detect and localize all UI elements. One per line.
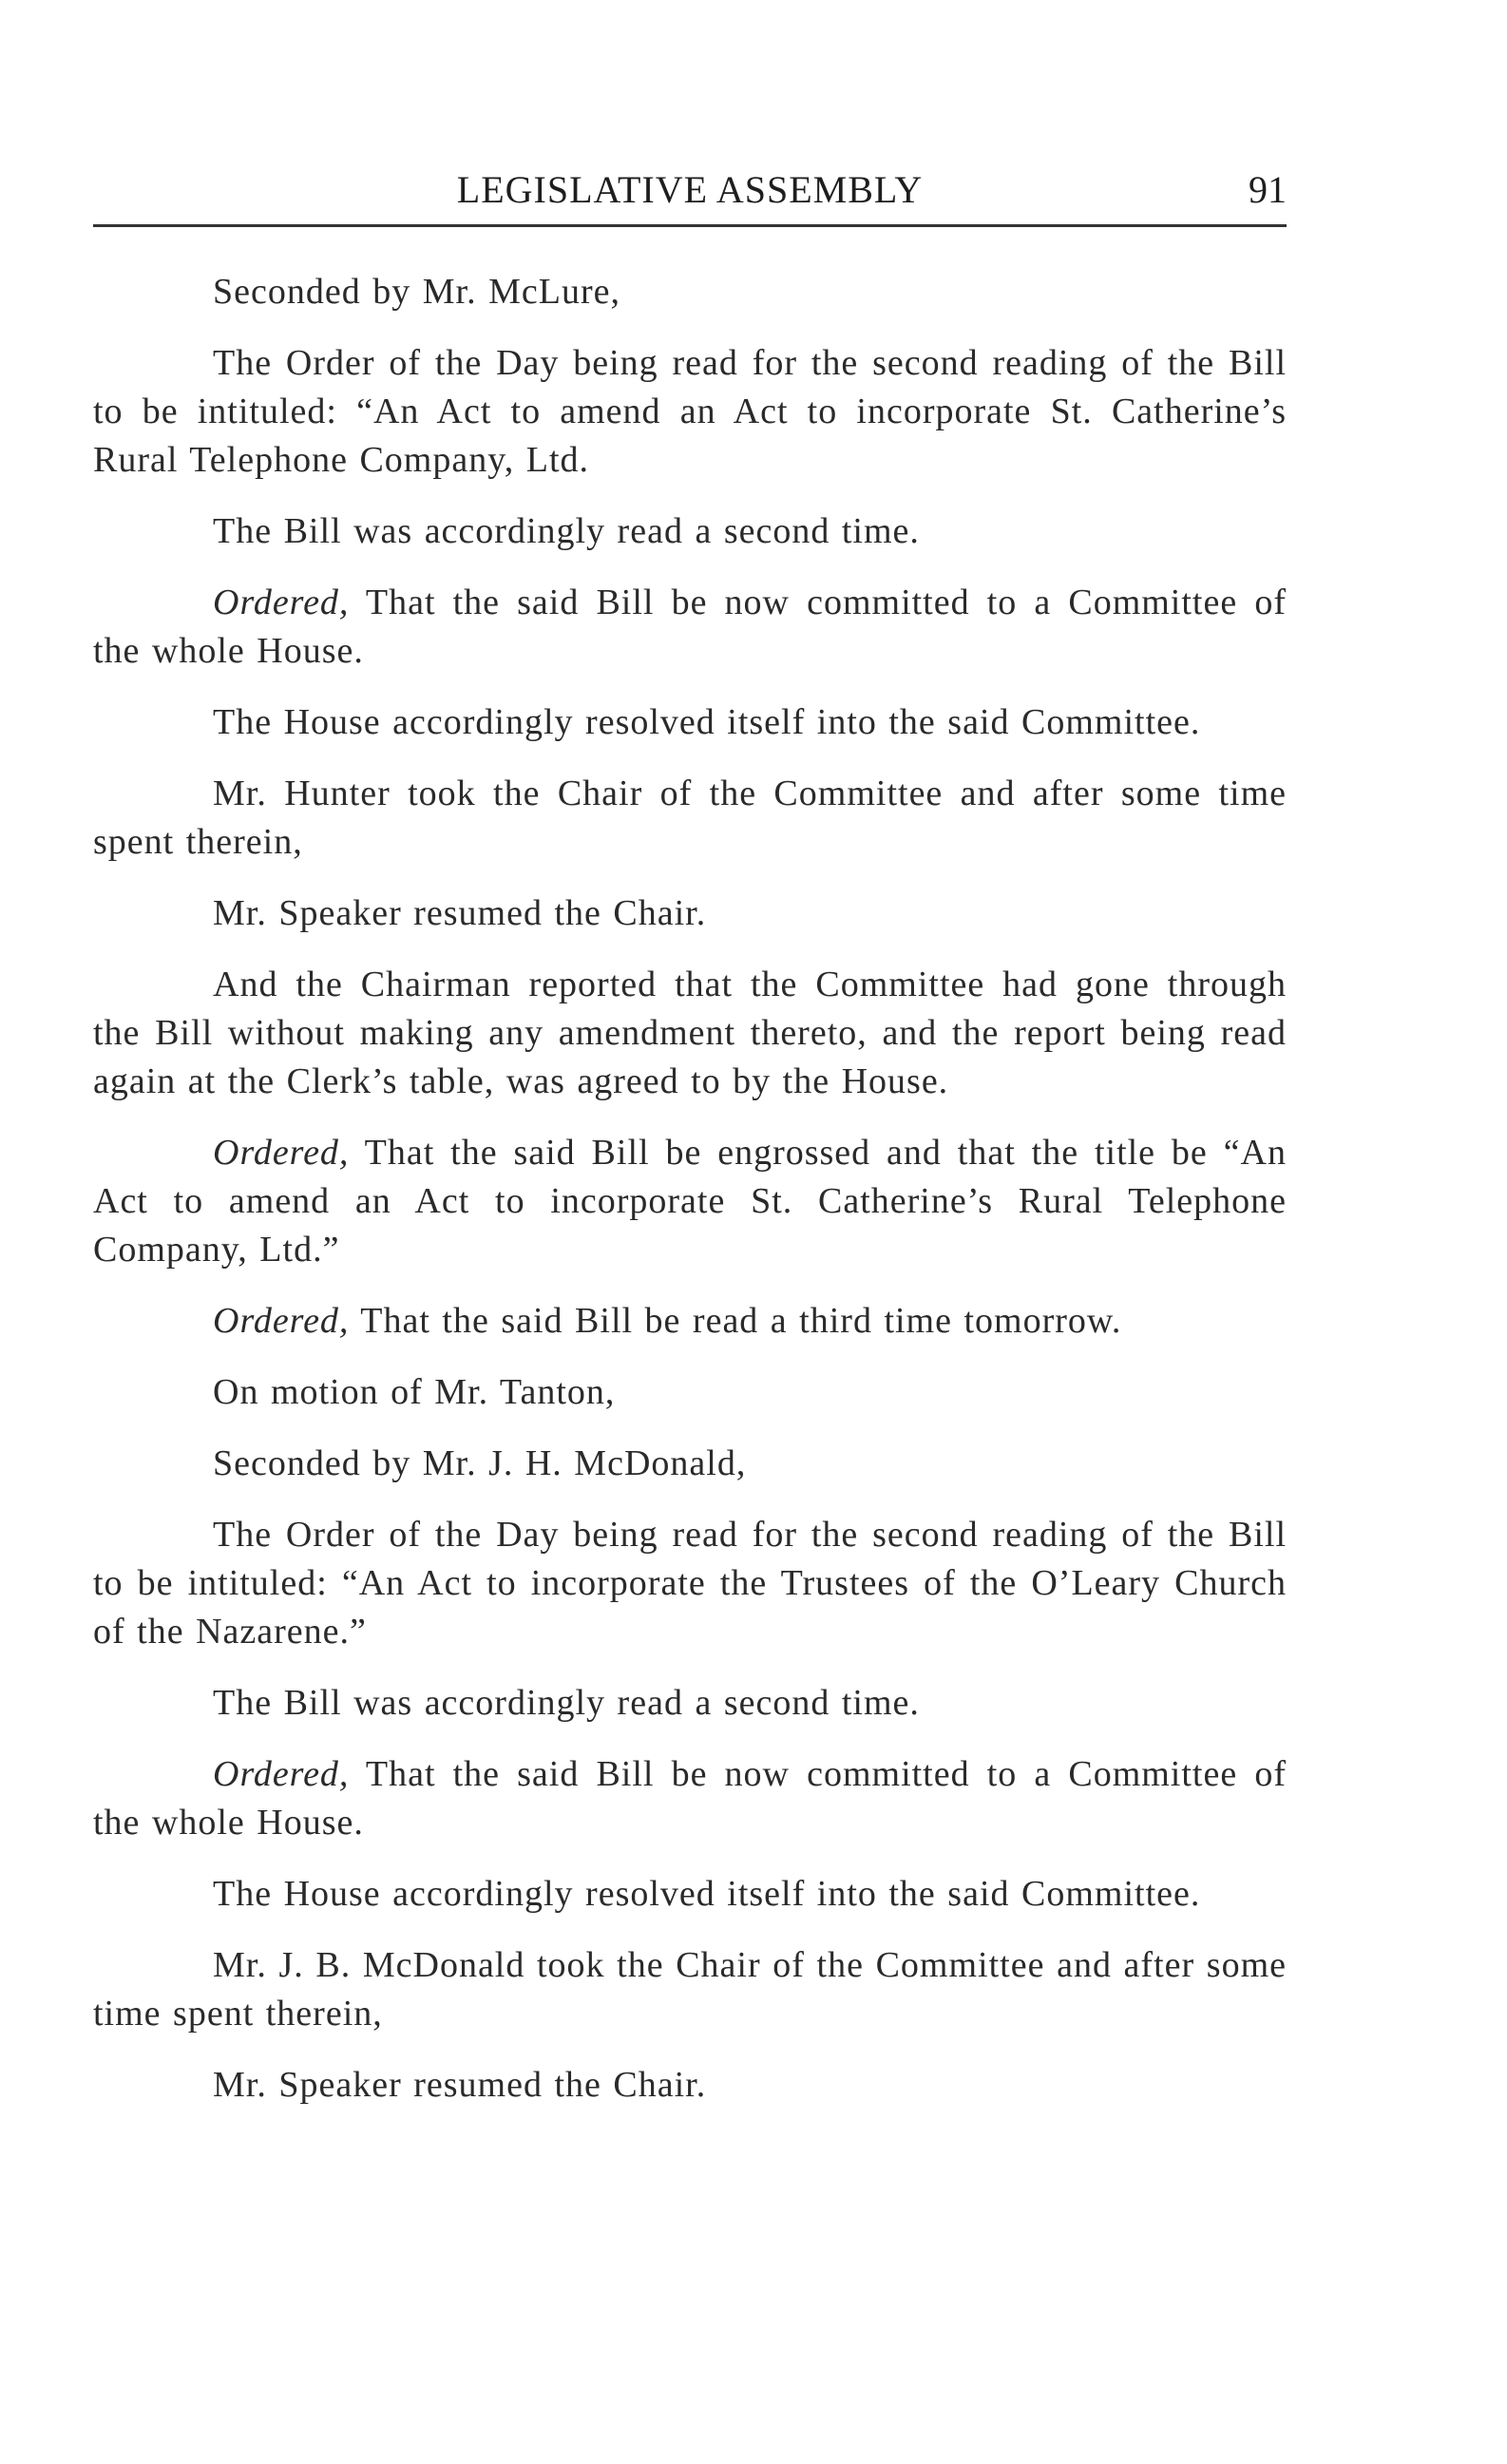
paragraph-text: That the said Bill be read a third time tomorrow. [360,1301,1122,1341]
paragraph-text: That the said Bill be now committed to a Committee of the whole House. [93,1754,1287,1843]
paragraph [93,268,1287,316]
paragraph [93,2061,1287,2110]
paragraph-text: The Bill was accordingly read a second time. [213,511,920,551]
paragraph-text: Mr. Hunter took the Chair of the Committee and after some time spent therein, [93,774,1287,862]
paragraph-text: Seconded by Mr. McLure, [213,272,620,312]
body-text [93,268,1287,2132]
paragraph-text: The Order of the Day being read for the second reading of the Bill to be intituled: “An Act to amend an Act to incorporate St. Catherine’s Rural Telephone Company, Ltd. [93,343,1287,480]
paragraph-text: Mr. Speaker resumed the Chair. [213,2065,707,2105]
paragraph [93,698,1287,747]
paragraph-text: Seconded by Mr. J. H. McDonald, [213,1443,747,1483]
paragraph [93,1870,1287,1919]
page-number: 91 [1249,168,1287,211]
ordered-lead: Ordered, [213,1754,350,1794]
paragraph-text: The House accordingly resolved itself into the said Committee. [213,1874,1201,1914]
paragraph [93,579,1287,676]
paragraph [93,770,1287,867]
paragraph [93,1440,1287,1488]
paragraph [93,1129,1287,1274]
running-head [93,160,1287,226]
paragraph [93,1750,1287,1847]
paragraph [93,1511,1287,1656]
paragraph-text: That the said Bill be engrossed and that the title be “An Act to amend an Act to incorporate St. Catherine’s Rural Telephone Company, Ltd.” [93,1133,1287,1270]
paragraph-text: That the said Bill be now committed to a Committee of the whole House. [93,583,1287,671]
paragraph-text: On motion of Mr. Tanton, [213,1372,616,1412]
paragraph [93,1368,1287,1417]
paragraph [93,1941,1287,2038]
paragraph-text: Mr. J. B. McDonald took the Chair of the Committee and after some time spent therein, [93,1945,1287,2034]
paragraph [93,889,1287,938]
paragraph [93,961,1287,1106]
ordered-lead: Ordered, [213,1133,350,1173]
ordered-lead: Ordered, [213,583,350,622]
ordered-lead: Ordered, [213,1301,350,1341]
paragraph-text: Mr. Speaker resumed the Chair. [213,893,707,933]
paragraph [93,507,1287,556]
paragraph-text: The Bill was accordingly read a second time. [213,1683,920,1723]
paragraph [93,1679,1287,1728]
paragraph-text: The House accordingly resolved itself into the said Committee. [213,702,1201,742]
paragraph [93,1297,1287,1346]
paragraph [93,339,1287,485]
paragraph-text: The Order of the Day being read for the second reading of the Bill to be intituled: “An Act to incorporate the Trustees of the O’Leary Church of the Nazarene.” [93,1515,1287,1652]
running-title: LEGISLATIVE ASSEMBLY [456,168,924,211]
paragraph-text: And the Chairman reported that the Committee had gone through the Bill without making any amendment thereto, and the report being read again at the Clerk’s table, was agreed to by the House. [93,965,1287,1101]
header-rule [93,224,1287,227]
